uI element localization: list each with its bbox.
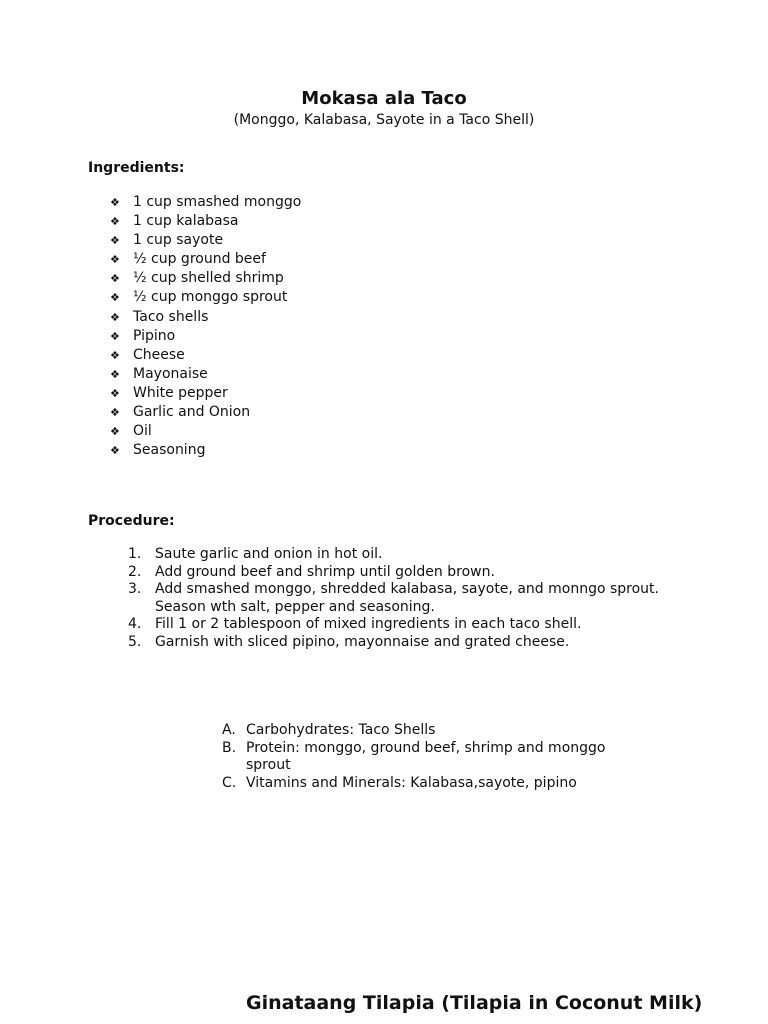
ingredient-item (110, 384, 301, 403)
ingredient-text: White pepper (133, 384, 228, 401)
ingredient-item (110, 193, 301, 212)
procedure-step-marker: 3. (128, 581, 142, 598)
procedure-step (128, 546, 668, 564)
nutrient-item (222, 722, 652, 740)
ingredient-item (110, 231, 301, 250)
ingredient-item (110, 288, 301, 307)
ingredient-text: 1 cup sayote (133, 232, 224, 249)
procedure-list (128, 546, 668, 652)
ingredient-item (110, 308, 301, 327)
procedure-step (128, 616, 668, 634)
bullet-diamond-icon: ❖ (110, 196, 120, 209)
recipe-subtitle: (Monggo, Kalabasa, Sayote in a Taco Shell) (233, 112, 535, 128)
bullet-diamond-icon: ❖ (110, 253, 120, 267)
procedure-step-marker: 1. (128, 546, 142, 562)
nutrient-item-marker: B. (222, 739, 237, 756)
procedure-step-text: Fill 1 or 2 tablespoon of mixed ingredients in each taco shell. (155, 616, 582, 633)
ingredient-item (110, 422, 301, 441)
ingredient-text: Mayonaise (133, 365, 208, 382)
procedure-heading: Procedure: (88, 513, 175, 529)
nutrient-item-text: Vitamins and Minerals: Kalabasa,sayote, pipino (246, 774, 577, 791)
nutrient-item-marker: A. (222, 722, 236, 738)
bullet-diamond-icon: ❖ (110, 444, 120, 458)
ingredient-list (110, 193, 301, 460)
bullet-diamond-icon: ❖ (110, 291, 120, 305)
bullet-diamond-icon: ❖ (110, 348, 120, 362)
nutrient-item (222, 740, 652, 775)
ingredient-text: Garlic and Onion (133, 404, 251, 421)
ingredient-item (110, 441, 301, 460)
bullet-diamond-icon: ❖ (110, 234, 120, 248)
nutrient-list (222, 722, 652, 792)
ingredient-item (110, 212, 301, 231)
ingredient-item (110, 403, 301, 422)
ingredient-text: ½ cup ground beef (133, 251, 266, 268)
ingredients-heading: Ingredients: (88, 160, 185, 176)
procedure-step-marker: 4. (128, 616, 142, 633)
procedure-step-text: Garnish with sliced pipino, mayonnaise and grated cheese. (155, 633, 570, 650)
procedure-step-text: Add ground beef and shrimp until golden brown. (155, 563, 495, 580)
bullet-diamond-icon: ❖ (110, 386, 120, 400)
ingredient-text: Cheese (133, 346, 185, 363)
ingredient-item (110, 346, 301, 365)
procedure-step-text: Add smashed monggo, shredded kalabasa, sayote, and monngo sprout. Season wth salt, pepper and seasoning. (155, 581, 659, 615)
bullet-diamond-icon: ❖ (110, 310, 120, 324)
procedure-step (128, 564, 668, 582)
nutrient-item-marker: C. (222, 774, 237, 791)
procedure-step (128, 634, 668, 652)
ingredient-item (110, 365, 301, 384)
procedure-step-marker: 2. (128, 563, 142, 580)
procedure-step-marker: 5. (128, 633, 142, 650)
nutrient-item-text: Carbohydrates: Taco Shells (246, 722, 436, 738)
bullet-diamond-icon: ❖ (110, 215, 120, 229)
next-recipe-title: Ginataang Tilapia (Tilapia in Coconut Milk) (246, 992, 703, 1014)
ingredient-item (110, 269, 301, 288)
nutrient-item (222, 775, 652, 793)
ingredient-text: 1 cup kalabasa (133, 213, 239, 230)
ingredient-text: 1 cup smashed monggo (133, 194, 302, 210)
ingredient-text: ½ cup monggo sprout (133, 289, 288, 306)
ingredient-item (110, 327, 301, 346)
bullet-diamond-icon: ❖ (110, 272, 120, 286)
ingredient-text: Seasoning (133, 442, 206, 459)
nutrient-item-text: Protein: monggo, ground beef, shrimp and monggo sprout (246, 739, 606, 774)
recipe-title: Mokasa ala Taco (301, 88, 467, 109)
procedure-step (128, 581, 668, 616)
ingredient-text: ½ cup shelled shrimp (133, 270, 284, 287)
ingredient-text: Taco shells (133, 308, 209, 325)
ingredient-text: Pipino (133, 327, 176, 344)
bullet-diamond-icon: ❖ (110, 406, 120, 420)
ingredient-text: Oil (133, 423, 152, 440)
bullet-diamond-icon: ❖ (110, 329, 120, 343)
bullet-diamond-icon: ❖ (110, 425, 120, 439)
ingredient-item (110, 250, 301, 269)
bullet-diamond-icon: ❖ (110, 367, 120, 381)
procedure-step-text: Saute garlic and onion in hot oil. (155, 546, 383, 562)
